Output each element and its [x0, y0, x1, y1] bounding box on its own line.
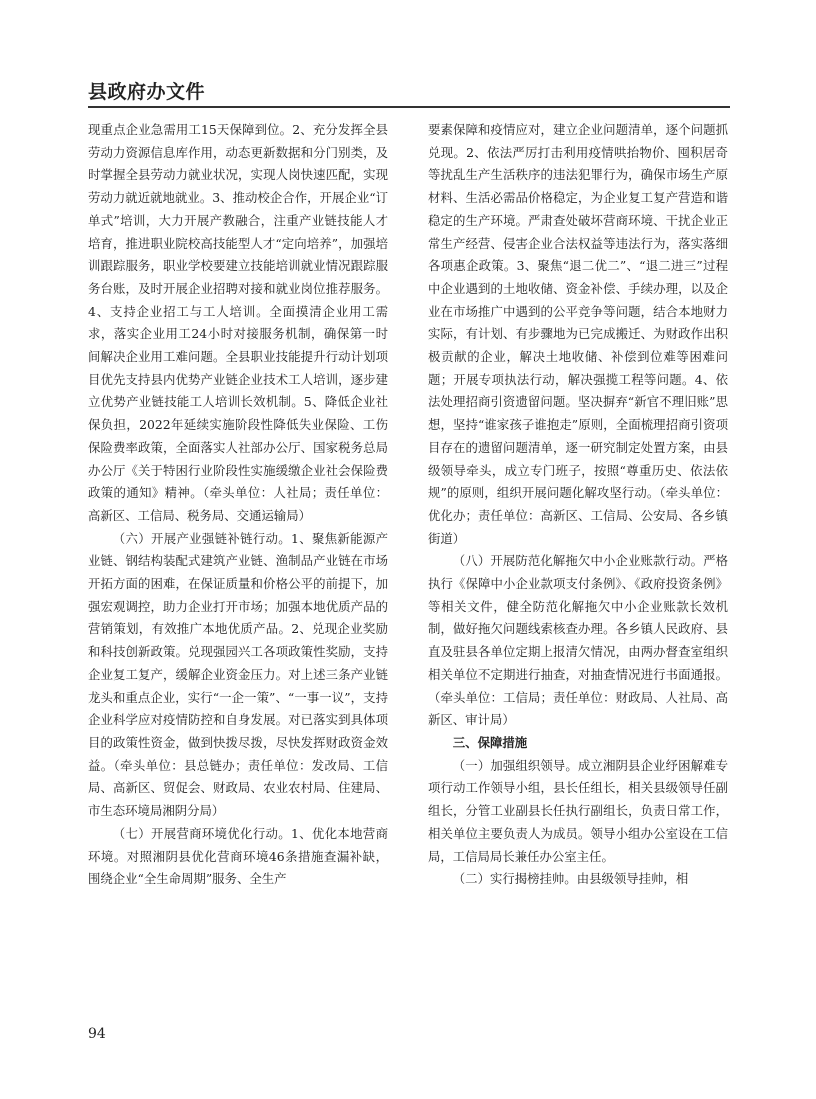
paragraph-text: 1、聚焦新能源产业链、钢结构装配式建筑产业链、渔制品产业链在市场开拓方面的困难，在保证质量和价格公平的前提下，加强宏观调控，助力企业打开市场；加强本地优质产品的营销策划，有效推广本地优质产品。2、兑现企业奖励和科技创新政策。兑现强园兴工各项政策性奖励，支持企业复工复产，缓解企业资金压力。对上述三条产业链龙头和重点企业，实行“一企一策”、“一事一议”，支持企业科学应对疫情防控和自身发展。对已落实到具体项目的政策性资金，做到快拨尽拨，尽快发挥财政资金效益。（牵头单位：县总链办；责任单位：发改局、工信局、高新区、贸促会、财政局、农业农村局、住建局、市生态环境局湘阴分局） — [88, 530, 389, 819]
subsection-title: （六）开展产业强链补链行动。 — [112, 530, 292, 546]
paragraph-text: 成立湘阴县企业纾困解难专项行动工作领导小组，县长任组长，相关县级领导任副组长，分管工业副县长任执行副组长，负责日常工作，相关单位主要负责人为成员。领导小组办公室设在工信局，工信局局长兼任办公室主任。 — [428, 757, 729, 864]
left-column — [88, 119, 388, 891]
paragraph — [428, 755, 728, 869]
paragraph-text: 1、优化本地营商环境。对照湘阴县优化营商环境46条措施查漏补缺，围绕企业“全生命周期”服务、全生产 — [88, 825, 389, 887]
paragraph-text: 现重点企业急需用工15天保障到位。2、充分发挥全县劳动力资源信息库作用，动态更新数据和分门别类，及时掌握全县劳动力就业状况，实现人岗快速匹配，实现劳动力就近就地就业。3、推动校企合作，开展企业“订单式”培训，大力开展产教融合，注重产业链技能人才培育，推进职业院校高技能型人才“定向培养”，加强培训跟踪服务，职业学校要建立技能培训就业情况跟踪服务台账，及时开展企业招聘对接和就业岗位推荐服务。4、支持企业招工与工人培训。全面摸清企业用工需求，落实企业用工24小时对接服务机制，确保第一时间解决企业用工难问题。全县职业技能提升行动计划项目优先支持县内优势产业链企业技术工人培训，逐步建立优势产业链技能工人培训长效机制。5、降低企业社保负担，2022年延续实施阶段性降低失业保险、工伤保险费率政策，全面落实人社部办公厅、国家税务总局办公厅《关于特困行业阶段性实施缓缴企业社会保险费政策的通知》精神。（牵头单位：人社局；责任单位：高新区、工信局、税务局、交通运输局） — [88, 122, 388, 523]
paragraph-text: 严格执行《保障中小企业款项支付条例》、《政府投资条例》等相关文件，健全防范化解拖欠中小企业账款长效机制，做好拖欠问题线索核查办理。各乡镇人民政府、县直及驻县各单位定期上报清欠情况，由两办督查室组织相关单位不定期进行抽查，对抽查情况进行书面通报。（牵头单位：工信局；责任单位：财政局、人社局、高新区、审计局） — [428, 553, 729, 728]
paragraph — [428, 868, 728, 891]
header-divider — [88, 106, 730, 108]
subsection-title: （七）开展营商环境优化行动。 — [112, 825, 292, 841]
paragraph-text: 要素保障和疫情应对，建立企业问题清单，逐个问题抓兑现。2、依法严厉打击利用疫情哄抬物价、囤积居奇等扰乱生产生活秩序的违法犯罪行为，确保市场生产原材料、生活必需品价格稳定，为企业复工复产营造和谐稳定的生产环境。严肃查处破坏营商环境、干扰企业正常生产经营、侵害企业合法权益等违法行为，落实落细各项惠企政策。3、聚焦“退二优二”、“退二进三”过程中企业遇到的土地收储、资金补偿、手续办理，以及企业在市场推广中遇到的公平竞争等问题，结合本地财力实际，有计划、有步骤地为已完成搬迁、为财政作出积极贡献的企业，解决土地收储、补偿到位难等困难问题；开展专项执法行动，解决强揽工程等问题。4、依法处理招商引资遗留问题。坚决摒弃“新官不理旧账”思想，坚持“谁家孩子谁抱走”原则，全面梳理招商引资项目存在的遗留问题清单，逐一研究制定处置方案，由县级领导牵头，成立专门班子，按照“尊重历史、依法依规”的原则，组织开展问题化解攻坚行动。（牵头单位：优化办；责任单位：高新区、工信局、公安局、各乡镇街道） — [428, 122, 728, 546]
subsection-title: （一）加强组织领导。 — [452, 757, 578, 773]
subsection-title: （二）实行揭榜挂帅。 — [452, 871, 577, 887]
paragraph — [88, 528, 388, 823]
paragraph — [88, 823, 388, 891]
paragraph — [428, 119, 728, 550]
section-title: 三、保障措施 — [452, 734, 528, 750]
page-number: 94 — [88, 1026, 106, 1042]
paragraph — [88, 119, 388, 528]
paragraph — [428, 550, 728, 732]
section-heading — [428, 732, 728, 755]
right-column — [428, 119, 728, 891]
page-header-title: 县政府办文件 — [88, 81, 206, 103]
subsection-title: （八）开展防范化解拖欠中小企业账款行动。 — [452, 553, 704, 569]
paragraph-text: 由县级领导挂帅，相 — [576, 871, 689, 887]
